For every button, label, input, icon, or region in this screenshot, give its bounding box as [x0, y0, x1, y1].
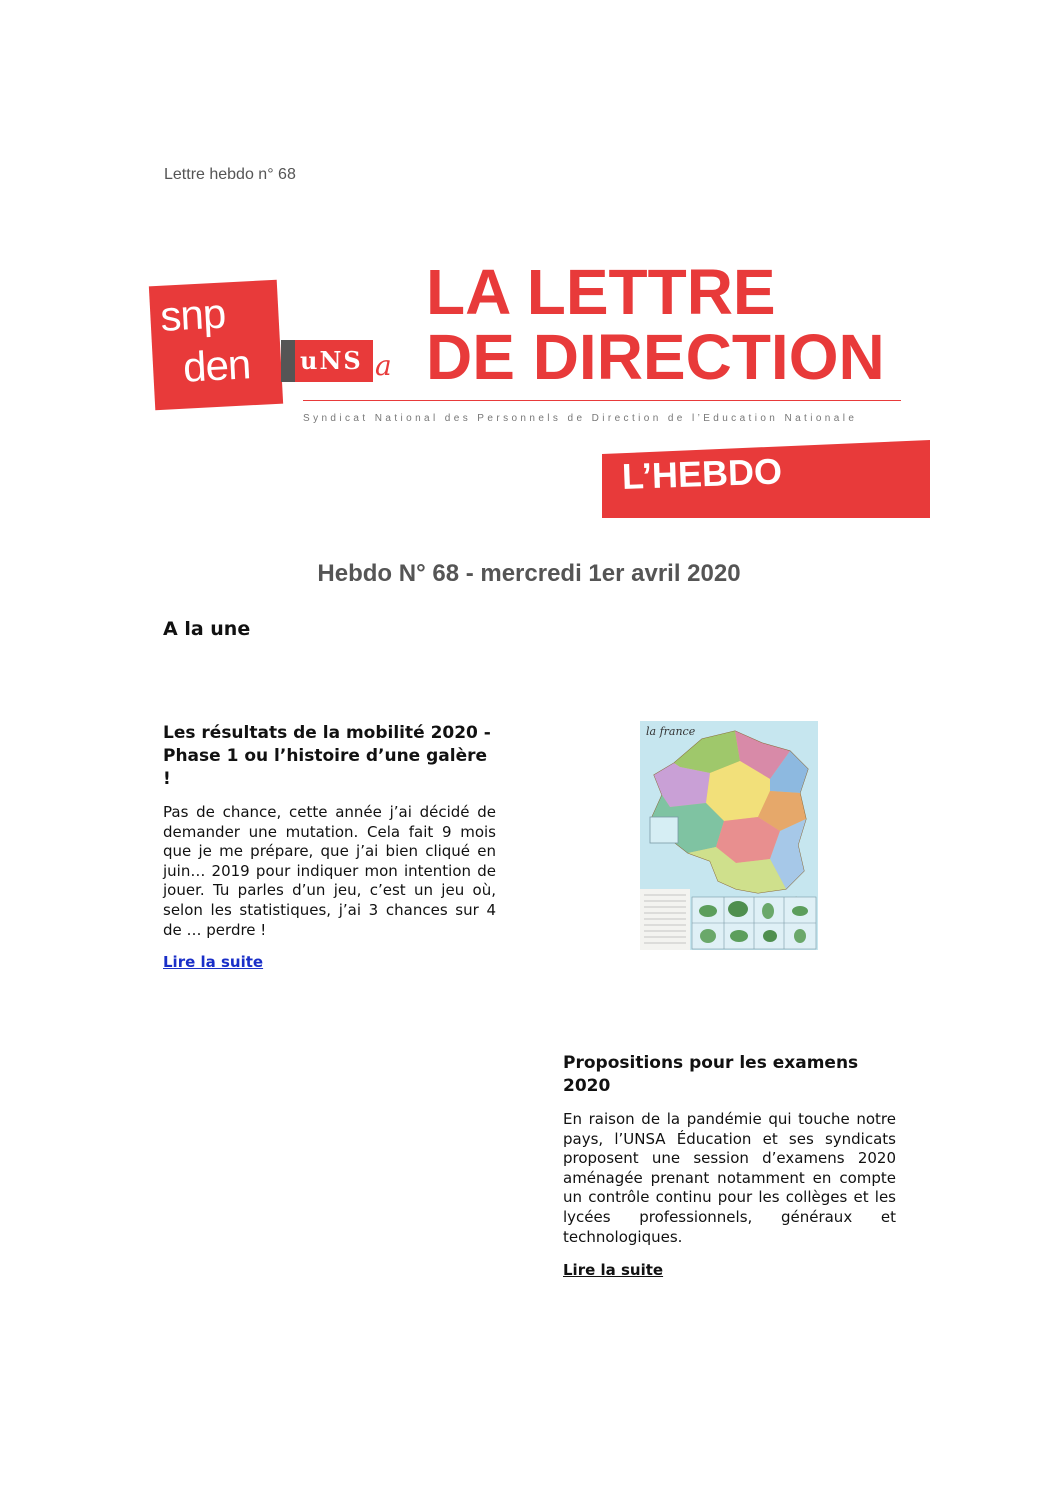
france-map-graphic [640, 721, 818, 950]
article-2-read-more-link[interactable]: Lire la suite [563, 1261, 664, 1279]
article-1-title: Les résultats de la mobilité 2020 - Phase 1 ou l’histoire d’une galère ! [163, 723, 491, 789]
masthead-title-line-2: DE DIRECTION [426, 321, 885, 393]
newsletter-label: Lettre hebdo n° 68 [164, 166, 296, 183]
issue-title: Hebdo N° 68 - mercredi 1er avril 2020 [317, 560, 741, 587]
france-map-image [640, 721, 818, 950]
article-1-body: Pas de chance, cette année j’ai décidé de demander une mutation. Cela fait 9 mois que je me prépare, que j’ai bien cliqué en juin… 2019 pour indiquer mon intention de jouer. Tu parles d’un jeu, c’est un jeu où, selon les statistiques, j’ai 3 chances sur 4 de … perdre ! [163, 803, 496, 939]
section-title: A la une [163, 618, 251, 640]
article-1-read-more-link[interactable]: Lire la suite [163, 953, 264, 971]
logo-den-text: den [181, 340, 252, 391]
logo-snp-text: snp [159, 289, 227, 340]
masthead-title-line-1: LA LETTRE [426, 256, 776, 328]
hebdo-banner-text: L’HEBDO [621, 450, 783, 497]
article-2-body: En raison de la pandémie qui touche notre pays, l’UNSA Éducation et ses syndicats proposent une session d’examens 2020 aménagée prenant notamment en compte un contrôle continu pour les collèges et les lycées professionnels, généraux et technologiques. [563, 1110, 896, 1246]
unsa-logo-bar [281, 340, 295, 382]
unsa-logo-a: a [375, 349, 392, 382]
masthead-divider [303, 400, 901, 401]
masthead-tagline: Syndicat National des Personnels de Direction de l’Education Nationale [303, 413, 858, 424]
unsa-logo-text: uNS [300, 346, 363, 375]
map-caption: la france [646, 725, 696, 738]
snpden-logo [149, 280, 283, 411]
article-2-title: Propositions pour les examens 2020 [563, 1053, 859, 1096]
